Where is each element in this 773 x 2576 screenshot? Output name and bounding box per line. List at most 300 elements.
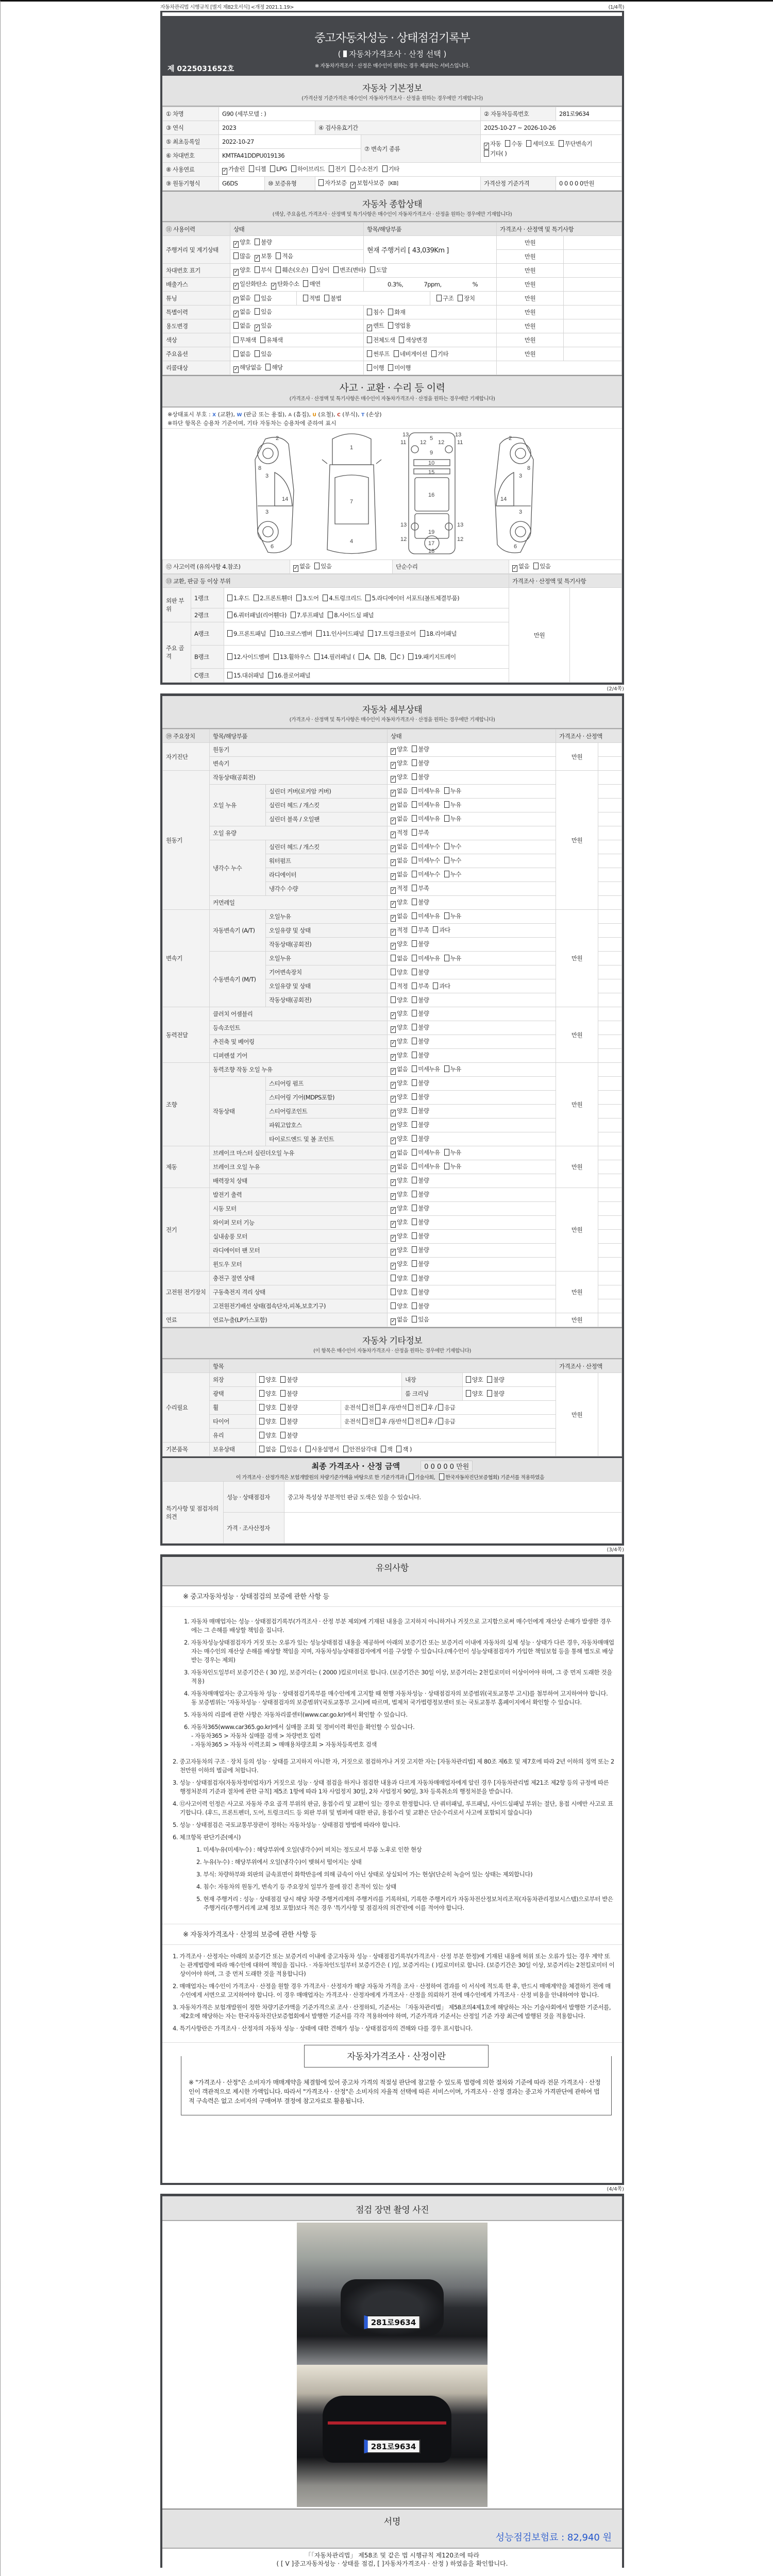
- checkbox-icon[interactable]: [296, 595, 301, 601]
- checkbox-icon[interactable]: [433, 982, 438, 989]
- checkbox-option[interactable]: [412, 940, 429, 947]
- checkbox-option[interactable]: [233, 280, 267, 287]
- checked-checkbox-icon[interactable]: ✓: [513, 565, 517, 571]
- checkbox-icon[interactable]: [431, 350, 436, 357]
- checkbox-icon[interactable]: [412, 801, 417, 808]
- checkbox-icon[interactable]: [255, 266, 260, 273]
- checkbox-icon[interactable]: [420, 630, 425, 637]
- checkbox-icon[interactable]: [368, 630, 373, 637]
- checkbox-option[interactable]: [280, 1418, 297, 1425]
- checkbox-icon[interactable]: [291, 165, 296, 172]
- note-cell[interactable]: [598, 1132, 622, 1146]
- checkbox-option[interactable]: [260, 336, 283, 344]
- checkbox-icon[interactable]: [375, 653, 380, 660]
- checkbox-icon[interactable]: [391, 653, 396, 660]
- checked-checkbox-icon[interactable]: ✓: [391, 1248, 395, 1255]
- checkbox-icon[interactable]: [359, 653, 364, 660]
- checkbox-option[interactable]: [259, 1418, 276, 1425]
- checkbox-option[interactable]: [391, 1079, 408, 1087]
- checkbox-icon[interactable]: [270, 165, 275, 172]
- note-cell[interactable]: [598, 868, 622, 882]
- checkbox-icon[interactable]: [350, 165, 355, 172]
- checkbox-option[interactable]: [412, 1218, 429, 1226]
- checkbox-option[interactable]: [227, 612, 287, 619]
- checkbox-option[interactable]: [280, 1390, 297, 1397]
- checkbox-icon[interactable]: [412, 955, 417, 961]
- checkbox-option[interactable]: [412, 1163, 440, 1170]
- checkbox-option[interactable]: [259, 1446, 276, 1453]
- checkbox-icon[interactable]: [412, 1038, 417, 1044]
- checkbox-option[interactable]: [444, 843, 461, 850]
- note-cell[interactable]: [598, 1118, 622, 1132]
- checkbox-option[interactable]: [412, 1010, 429, 1017]
- checkbox-icon[interactable]: [412, 996, 417, 1003]
- checkbox-icon[interactable]: [409, 1473, 414, 1480]
- checkbox-icon[interactable]: [280, 1376, 285, 1383]
- checkbox-option[interactable]: [233, 336, 256, 344]
- front-inspection-photo[interactable]: [297, 2223, 488, 2365]
- checkbox-icon[interactable]: [444, 843, 449, 850]
- checkbox-option[interactable]: [227, 630, 266, 637]
- checkbox-icon[interactable]: [276, 266, 281, 273]
- checkbox-icon[interactable]: [255, 239, 260, 245]
- checkbox-option[interactable]: [412, 829, 429, 836]
- checkbox-option[interactable]: [412, 815, 440, 822]
- checkbox-icon[interactable]: [227, 612, 232, 618]
- checked-checkbox-icon[interactable]: ✓: [391, 1179, 395, 1185]
- checked-checkbox-icon[interactable]: ✓: [391, 1318, 395, 1324]
- note-cell[interactable]: [598, 854, 622, 868]
- checkbox-icon[interactable]: [412, 773, 417, 780]
- checkbox-option[interactable]: [222, 165, 245, 173]
- checkbox-icon[interactable]: [265, 364, 271, 370]
- checked-checkbox-icon[interactable]: ✓: [272, 282, 276, 289]
- note-cell[interactable]: [598, 979, 622, 993]
- note-cell[interactable]: [598, 812, 622, 826]
- checkbox-icon[interactable]: [291, 612, 296, 618]
- checkbox-icon[interactable]: [333, 266, 339, 273]
- checkbox-option[interactable]: [254, 595, 292, 602]
- checkbox-icon[interactable]: [254, 595, 259, 601]
- checkbox-option[interactable]: [391, 1107, 408, 1114]
- checkbox-icon[interactable]: [444, 1163, 449, 1170]
- checkbox-option[interactable]: [391, 1218, 408, 1226]
- checkbox-icon[interactable]: [412, 759, 417, 766]
- checkbox-option[interactable]: [391, 1038, 408, 1045]
- checkbox-option[interactable]: [259, 1404, 276, 1411]
- checkbox-option[interactable]: [314, 653, 355, 660]
- checkbox-option[interactable]: [412, 801, 440, 808]
- checkbox-option[interactable]: [391, 1260, 408, 1267]
- checkbox-option[interactable]: [412, 1149, 440, 1156]
- checked-checkbox-icon[interactable]: ✓: [255, 324, 260, 330]
- checkbox-option[interactable]: [391, 982, 408, 990]
- checkbox-option[interactable]: [314, 563, 331, 570]
- checkbox-option[interactable]: [233, 364, 261, 371]
- checkbox-icon[interactable]: [255, 308, 260, 315]
- checkbox-icon[interactable]: [422, 1418, 427, 1425]
- checkbox-icon[interactable]: [303, 280, 308, 287]
- checkbox-icon[interactable]: [391, 996, 396, 1003]
- checkbox-option[interactable]: [291, 165, 325, 173]
- checkbox-icon[interactable]: [259, 1418, 264, 1425]
- checkbox-option[interactable]: [412, 1079, 429, 1087]
- checkbox-option[interactable]: [408, 653, 456, 660]
- checkbox-icon[interactable]: [399, 336, 404, 343]
- note-cell[interactable]: [598, 1105, 622, 1118]
- checkbox-icon[interactable]: [276, 252, 281, 259]
- checkbox-icon[interactable]: [412, 1246, 417, 1253]
- checkbox-option[interactable]: [412, 899, 429, 906]
- checkbox-option[interactable]: [233, 252, 250, 260]
- checkbox-icon[interactable]: [306, 1446, 311, 1452]
- checkbox-icon[interactable]: [559, 140, 564, 147]
- checkbox-option[interactable]: [433, 926, 450, 934]
- checkbox-option[interactable]: [227, 672, 264, 679]
- checked-checkbox-icon[interactable]: ✓: [391, 928, 395, 935]
- checkbox-icon[interactable]: [362, 1404, 367, 1411]
- checked-checkbox-icon[interactable]: ✓: [391, 748, 395, 754]
- checkbox-option[interactable]: [420, 630, 457, 637]
- checkbox-option[interactable]: [412, 1316, 429, 1323]
- checked-checkbox-icon[interactable]: ✓: [391, 1040, 395, 1046]
- note-cell[interactable]: [564, 306, 622, 319]
- checkbox-option[interactable]: [444, 801, 461, 808]
- checkbox-option[interactable]: [316, 630, 364, 637]
- checkbox-option[interactable]: [255, 350, 272, 358]
- checkbox-option[interactable]: [388, 309, 405, 316]
- checkbox-icon[interactable]: [412, 815, 417, 822]
- checkbox-option[interactable]: [436, 295, 453, 302]
- checkbox-option[interactable]: [255, 252, 272, 260]
- checkbox-option[interactable]: [280, 1432, 297, 1439]
- note-cell[interactable]: [598, 1230, 622, 1244]
- note-cell[interactable]: [598, 743, 622, 757]
- checkbox-option[interactable]: [412, 1065, 440, 1073]
- checkbox-option[interactable]: [512, 563, 529, 570]
- checkbox-icon[interactable]: [412, 1177, 417, 1183]
- checkbox-icon[interactable]: [280, 1404, 285, 1411]
- checkbox-option[interactable]: [444, 815, 461, 822]
- checkbox-option[interactable]: [391, 1205, 408, 1212]
- checkbox-option[interactable]: [265, 364, 282, 371]
- checkbox-option[interactable]: [367, 309, 384, 316]
- checkbox-option[interactable]: [233, 308, 250, 315]
- checkbox-option[interactable]: [391, 1052, 408, 1059]
- checked-checkbox-icon[interactable]: ✓: [391, 1012, 395, 1018]
- checked-checkbox-icon[interactable]: ✓: [255, 255, 260, 261]
- checkbox-icon[interactable]: [408, 1404, 413, 1411]
- checkbox-icon[interactable]: [343, 1446, 348, 1452]
- checkbox-option[interactable]: [367, 364, 384, 371]
- checkbox-option[interactable]: [412, 926, 429, 934]
- checkbox-icon[interactable]: [362, 1418, 367, 1425]
- checkbox-option[interactable]: [391, 1149, 408, 1156]
- checkbox-icon[interactable]: [412, 1163, 417, 1170]
- checkbox-option[interactable]: [412, 1246, 429, 1253]
- checkbox-icon[interactable]: [412, 1232, 417, 1239]
- note-cell[interactable]: [564, 292, 622, 306]
- checkbox-icon[interactable]: [412, 1218, 417, 1225]
- checkbox-option[interactable]: [367, 350, 390, 358]
- checkbox-icon[interactable]: [365, 595, 371, 601]
- checkbox-option[interactable]: [276, 252, 293, 260]
- checkbox-icon[interactable]: [259, 1390, 264, 1397]
- checkbox-option[interactable]: [391, 1135, 408, 1142]
- note-cell[interactable]: [598, 1373, 622, 1456]
- checkbox-option[interactable]: [391, 926, 408, 934]
- checkbox-option[interactable]: [303, 294, 320, 302]
- checked-checkbox-icon[interactable]: ✓: [391, 775, 395, 782]
- checkbox-icon[interactable]: [367, 364, 372, 371]
- checkbox-option[interactable]: [359, 653, 371, 660]
- checkbox-option[interactable]: [533, 563, 550, 570]
- checkbox-option[interactable]: [391, 787, 408, 794]
- note-cell[interactable]: [564, 319, 622, 333]
- checkbox-option[interactable]: [412, 955, 440, 962]
- checked-checkbox-icon[interactable]: ✓: [391, 1095, 395, 1101]
- checkbox-option[interactable]: [444, 787, 461, 794]
- checkbox-icon[interactable]: [412, 969, 417, 975]
- checkbox-option[interactable]: [388, 364, 411, 371]
- checkbox-icon[interactable]: [391, 969, 396, 975]
- note-cell[interactable]: [598, 910, 622, 924]
- checkbox-icon[interactable]: [367, 350, 372, 357]
- checkbox-icon[interactable]: [412, 926, 417, 933]
- checkbox-option[interactable]: [391, 1065, 408, 1073]
- checkbox-icon[interactable]: [412, 829, 417, 836]
- checkbox-icon[interactable]: [396, 1446, 401, 1452]
- checkbox-option[interactable]: [412, 1107, 429, 1114]
- checkbox-icon[interactable]: [375, 1418, 380, 1425]
- checkbox-option[interactable]: [412, 969, 429, 976]
- note-cell[interactable]: [598, 1146, 622, 1160]
- checkbox-option[interactable]: [409, 1475, 435, 1481]
- checkbox-icon[interactable]: [412, 1065, 417, 1072]
- checkbox-icon[interactable]: [388, 322, 393, 329]
- checkbox-icon[interactable]: [303, 295, 308, 301]
- checked-checkbox-icon[interactable]: ✓: [391, 761, 395, 768]
- checkbox-option[interactable]: [391, 912, 408, 920]
- checkbox-icon[interactable]: [381, 1446, 386, 1452]
- checkbox-option[interactable]: [391, 773, 408, 781]
- inspector-opinion[interactable]: 중고차 특성상 부분적인 판금 도색은 있을 수 있습니다.: [284, 1482, 622, 1513]
- checkbox-option[interactable]: [324, 294, 341, 302]
- checkbox-option[interactable]: [233, 294, 250, 303]
- checkbox-option[interactable]: [487, 1376, 504, 1383]
- checkbox-icon[interactable]: [260, 336, 265, 343]
- checked-checkbox-icon[interactable]: ✓: [391, 1234, 395, 1241]
- checkbox-option[interactable]: [259, 1376, 276, 1383]
- checked-checkbox-icon[interactable]: ✓: [391, 914, 395, 921]
- checkbox-option[interactable]: [394, 350, 427, 358]
- checkbox-icon[interactable]: [227, 595, 232, 601]
- checkbox-option[interactable]: [227, 595, 249, 602]
- appraiser-opinion[interactable]: [284, 1513, 622, 1544]
- checkbox-option[interactable]: [274, 653, 310, 660]
- rear-inspection-photo[interactable]: [297, 2365, 488, 2507]
- checkbox-icon[interactable]: [412, 1149, 417, 1156]
- checkbox-option[interactable]: [391, 829, 408, 836]
- checkbox-option[interactable]: [444, 912, 461, 920]
- note-cell[interactable]: [598, 1202, 622, 1216]
- checkbox-icon[interactable]: [328, 612, 333, 618]
- checkbox-icon[interactable]: [388, 309, 393, 315]
- checkbox-icon[interactable]: [438, 1404, 443, 1411]
- checkbox-icon[interactable]: [487, 1376, 492, 1383]
- checkbox-option[interactable]: [370, 266, 387, 274]
- note-cell[interactable]: [598, 1160, 622, 1174]
- checkbox-icon[interactable]: [370, 266, 375, 273]
- checkbox-option[interactable]: [333, 266, 365, 274]
- checkbox-option[interactable]: [382, 165, 399, 173]
- checked-checkbox-icon[interactable]: ✓: [391, 1137, 395, 1143]
- checkbox-option[interactable]: [412, 1052, 429, 1059]
- checkbox-option[interactable]: [439, 1475, 544, 1481]
- checkbox-option[interactable]: [328, 612, 374, 619]
- checkbox-icon[interactable]: [412, 899, 417, 905]
- checkbox-option[interactable]: [391, 1010, 408, 1017]
- checkbox-icon[interactable]: [444, 912, 449, 919]
- checkbox-icon[interactable]: [444, 815, 449, 822]
- checkbox-icon[interactable]: [280, 1390, 285, 1397]
- checkbox-option[interactable]: [233, 350, 250, 358]
- checkbox-icon[interactable]: [391, 1289, 396, 1295]
- note-cell[interactable]: [564, 264, 622, 278]
- checkbox-icon[interactable]: [227, 630, 232, 637]
- checkbox-option[interactable]: [412, 773, 429, 781]
- checkbox-option[interactable]: [350, 179, 384, 187]
- note-cell[interactable]: [564, 333, 622, 347]
- checkbox-option[interactable]: [259, 1432, 276, 1439]
- checkbox-option[interactable]: [391, 1302, 408, 1310]
- checked-checkbox-icon[interactable]: ✓: [484, 143, 489, 148]
- checkbox-option[interactable]: [270, 630, 312, 637]
- checkbox-icon[interactable]: [233, 252, 239, 259]
- checkbox-icon[interactable]: [388, 364, 393, 371]
- checked-checkbox-icon[interactable]: ✓: [234, 241, 238, 247]
- checkbox-icon[interactable]: [412, 1316, 417, 1323]
- checkbox-option[interactable]: [391, 1024, 408, 1031]
- checked-checkbox-icon[interactable]: ✓: [367, 324, 372, 330]
- checkbox-option[interactable]: [466, 1390, 483, 1397]
- checked-checkbox-icon[interactable]: ✓: [391, 1026, 395, 1032]
- checkbox-icon[interactable]: [412, 1289, 417, 1295]
- checkbox-option[interactable]: [391, 745, 408, 753]
- checked-checkbox-icon[interactable]: ✓: [234, 310, 238, 316]
- checkbox-icon[interactable]: [412, 857, 417, 863]
- checkbox-option[interactable]: [412, 1093, 429, 1100]
- checkbox-option[interactable]: [367, 336, 395, 344]
- checkbox-option[interactable]: [255, 322, 272, 329]
- checkbox-icon[interactable]: [412, 1275, 417, 1281]
- checkbox-icon[interactable]: [391, 1302, 396, 1309]
- checkbox-icon[interactable]: [412, 843, 417, 850]
- checkbox-icon[interactable]: [227, 672, 232, 679]
- checked-checkbox-icon[interactable]: ✓: [351, 181, 356, 188]
- checkbox-option[interactable]: [291, 612, 324, 619]
- checkbox-icon[interactable]: [391, 982, 396, 989]
- checked-checkbox-icon[interactable]: ✓: [234, 296, 238, 302]
- checkbox-icon[interactable]: [444, 1149, 449, 1156]
- checkbox-option[interactable]: [399, 336, 427, 344]
- checkbox-option[interactable]: [412, 1191, 429, 1198]
- checkbox-icon[interactable]: [324, 295, 329, 301]
- checked-checkbox-icon[interactable]: ✓: [391, 859, 395, 865]
- checkbox-option[interactable]: [391, 1316, 408, 1323]
- checkbox-icon[interactable]: [270, 630, 275, 637]
- note-cell[interactable]: [598, 1299, 622, 1313]
- checked-checkbox-icon[interactable]: ✓: [391, 887, 395, 893]
- checkbox-option[interactable]: [484, 140, 501, 147]
- checked-checkbox-icon[interactable]: ✓: [234, 282, 238, 289]
- checkbox-option[interactable]: [381, 1446, 393, 1453]
- checkbox-icon[interactable]: [412, 787, 417, 794]
- checkbox-icon[interactable]: [412, 940, 417, 947]
- checkbox-icon[interactable]: [484, 150, 489, 157]
- checkbox-option[interactable]: [487, 1390, 504, 1397]
- checkbox-icon[interactable]: [439, 1473, 444, 1480]
- checkbox-icon[interactable]: [259, 1432, 264, 1438]
- checkbox-option[interactable]: [391, 801, 408, 808]
- checkbox-option[interactable]: [391, 1163, 408, 1170]
- checkbox-icon[interactable]: [408, 653, 413, 660]
- note-cell[interactable]: [598, 1021, 622, 1035]
- checkbox-option[interactable]: [466, 1376, 483, 1383]
- checkbox-icon[interactable]: [444, 1065, 449, 1072]
- checkbox-option[interactable]: [484, 150, 507, 157]
- checkbox-option[interactable]: [303, 280, 320, 287]
- checkbox-icon[interactable]: [314, 653, 320, 660]
- note-cell[interactable]: [598, 1174, 622, 1188]
- checkbox-icon[interactable]: [444, 955, 449, 961]
- checkbox-icon[interactable]: [412, 871, 417, 877]
- checkbox-option[interactable]: [391, 955, 408, 962]
- checkbox-icon[interactable]: [505, 140, 510, 147]
- checkbox-option[interactable]: [412, 912, 440, 920]
- note-cell[interactable]: [564, 278, 622, 292]
- checkbox-option[interactable]: [365, 595, 459, 602]
- checkbox-icon[interactable]: [391, 1275, 396, 1281]
- note-cell[interactable]: [598, 1258, 622, 1272]
- note-cell[interactable]: [598, 1244, 622, 1258]
- checkbox-option[interactable]: [391, 1275, 408, 1282]
- checked-checkbox-icon[interactable]: ✓: [223, 167, 227, 174]
- checkbox-option[interactable]: [412, 885, 429, 892]
- checkbox-icon[interactable]: [255, 350, 260, 357]
- note-cell[interactable]: [598, 1035, 622, 1049]
- checkbox-icon[interactable]: [412, 1052, 417, 1058]
- checkbox-icon[interactable]: [255, 295, 260, 301]
- checkbox-icon[interactable]: [412, 1010, 417, 1016]
- checkbox-option[interactable]: [391, 1191, 408, 1198]
- checked-checkbox-icon[interactable]: ✓: [391, 831, 395, 837]
- checkbox-icon[interactable]: [436, 295, 442, 301]
- checked-checkbox-icon[interactable]: ✓: [391, 1193, 395, 1199]
- note-cell[interactable]: [598, 924, 622, 938]
- checkbox-icon[interactable]: [412, 1205, 417, 1211]
- checkbox-option[interactable]: [412, 1024, 429, 1031]
- checkbox-icon[interactable]: [526, 140, 531, 147]
- checkbox-option[interactable]: [391, 1093, 408, 1100]
- checkbox-option[interactable]: [526, 140, 554, 147]
- checkbox-option[interactable]: [412, 1302, 429, 1310]
- note-cell[interactable]: [598, 785, 622, 799]
- note-cell[interactable]: [564, 236, 622, 250]
- checkbox-option[interactable]: [391, 815, 408, 822]
- checkbox-option[interactable]: [391, 996, 408, 1004]
- checkbox-option[interactable]: [391, 1246, 408, 1253]
